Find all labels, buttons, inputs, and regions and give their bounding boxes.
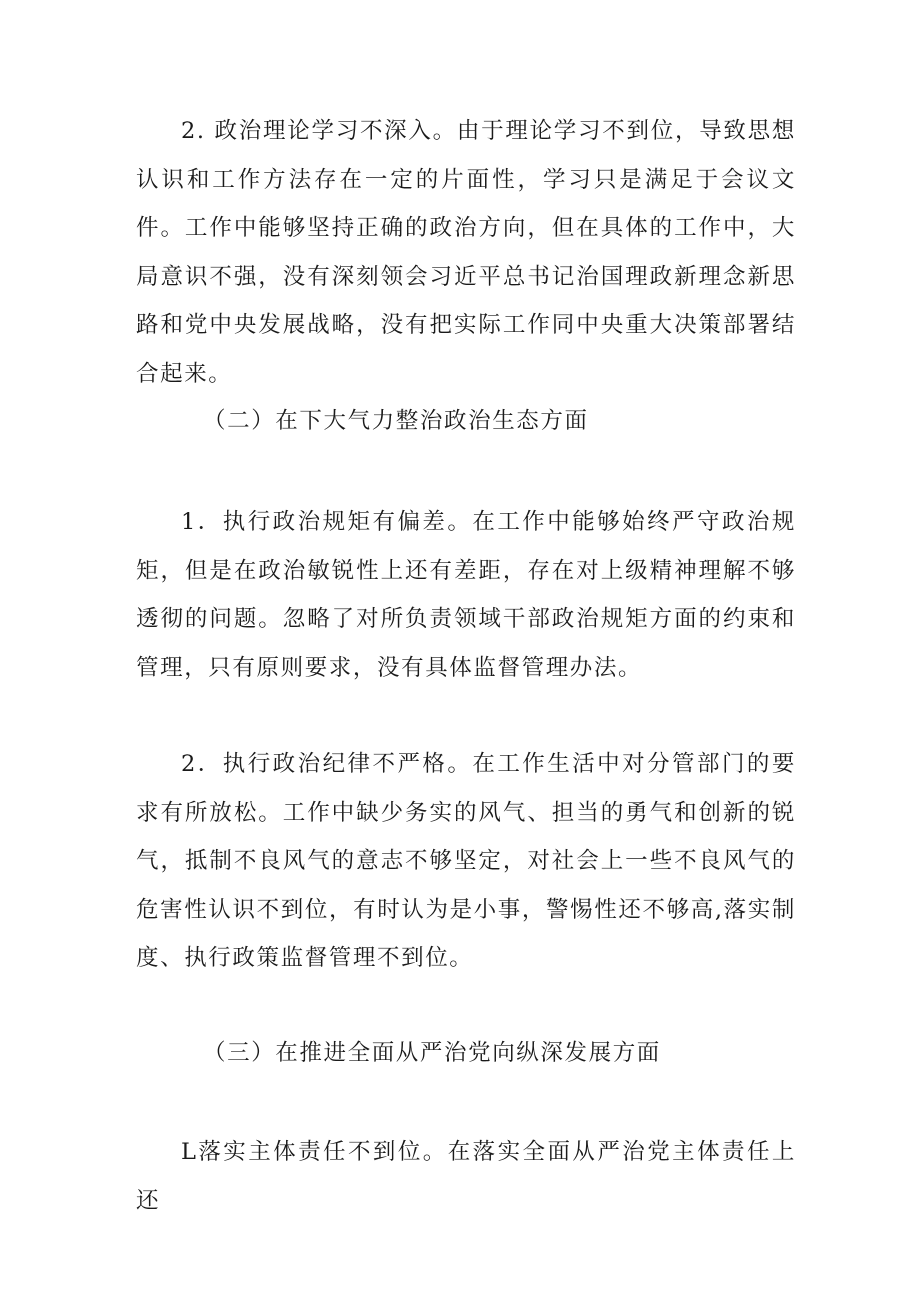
paragraph-political-discipline: 2．执行政治纪律不严格。在工作生活中对分管部门的要求有所放松。工作中缺少务实的风气、担当的勇气和创新的锐气，抵制不良风气的意志不够坚定，对社会上一些不良风气的危害性认识不到位，有时认为是小事，警惕性还不够高,落实制度、执行政策监督管理不到位。 (136, 751, 796, 971)
section-heading-party-governance: （三）在推进全面从严治党向纵深发展方面 (203, 1040, 661, 1066)
paragraph-main-responsibility: L落实主体责任不到位。在落实全面从严治党主体责任上还 (136, 1139, 796, 1214)
paragraph-theory-study: 2. 政治理论学习不深入。由于理论学习不到位，导致思想认识和工作方法存在一定的片面性，学习只是满足于会议文件。工作中能够坚持正确的政治方向，但在具体的工作中，大局意识不强，没有深刻领会习近平总书记治国理政新理念新思路和党中央发展战略，没有把实际工作同中央重大决策部署结合起来。 (136, 118, 796, 387)
section-heading-political-ecology: （二）在下大气力整治政治生态方面 (203, 408, 589, 434)
paragraph-political-rules: 1．执行政治规矩有偏差。在工作中能够始终严守政治规矩，但是在政治敏锐性上还有差距，存在对上级精神理解不够透彻的问题。忽略了对所负责领域干部政治规矩方面的约束和管理，只有原则要求，没有具体监督管理办法。 (136, 509, 796, 681)
